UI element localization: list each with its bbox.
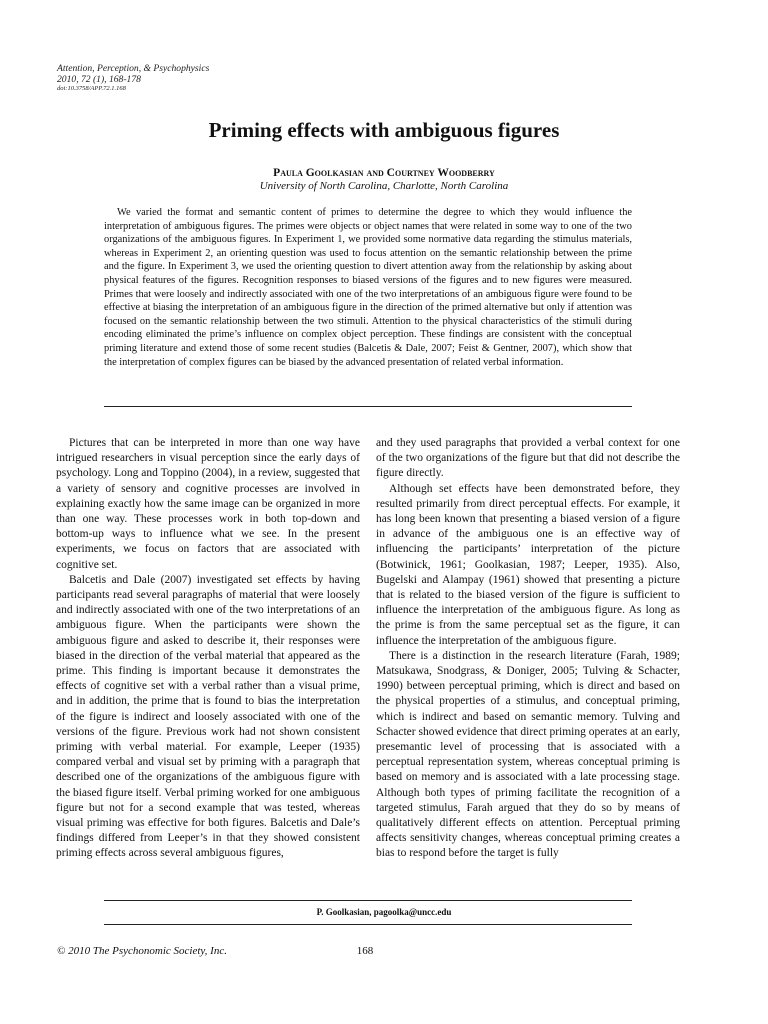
copyright: © 2010 The Psychonomic Society, Inc. (57, 945, 227, 957)
paragraph: Pictures that can be interpreted in more than one way have intrigued researchers in visual perception since the early days of psychology. Long and Toppino (2004), in a review, suggested that a variety of sensory and cognitive processes are involved in explaining exactly how the same image can be organized in more than one way. These processes work in both top-down and bottom-up ways to influence what we see. In the present experiments, we focus on factors that are associated with cognitive set. (56, 437, 360, 571)
journal-citation: 2010, 72 (1), 168-178 (57, 74, 141, 85)
journal-header (57, 63, 209, 93)
footnote-divider-top (104, 900, 632, 901)
journal-name: Attention, Perception, & Psychophysics (57, 63, 210, 74)
footnote-divider-bottom (104, 924, 632, 925)
abstract-divider (104, 406, 632, 407)
paragraph: Balcetis and Dale (2007) investigated set effects by having participants read several paragraphs of material that were loosely and indirectly associated with one of the two interpretations of an ambiguous figure. When the participants were shown the ambiguous figure and asked to describe it, their responses were biased in the direction of the verbal material that appeared as the prime. This finding is important because it demonstrates the effects of cognitive set with a verbal rather than a visual prime, and in addition, the prime that is found to bias the interpretation of the figure is indirect and loosely associated with one of the versions of the figure. Previous work had not shown consistent priming with verbal material. For example, Leeper (1935) compared verbal and visual set by priming with a paragraph that described one of the organizations of the ambiguous figure with the biased figure itself. Verbal priming worked for one ambiguous figure but not for a second example that was tested, whereas visual priming was effective for both figures. Balcetis and Dale’s findings differed from Leeper’s in that they showed consistent priming effects across several ambiguous figures, (56, 573, 360, 860)
body-column-right (376, 436, 680, 862)
affiliation: University of North Carolina, Charlotte, North Carolina (259, 180, 509, 192)
paragraph: and they used paragraphs that provided a verbal context for one of the two organizations of the figure but that did not describe the figure directly. (376, 437, 680, 480)
body-column-left (56, 436, 360, 862)
abstract: We varied the format and semantic content of primes to determine the degree to which they would influence the interpretation of ambiguous figures. The primes were objects or object names that were related in some way to one of the two organizations of the ambiguous figures. In Experiment 1, we provided some normative data regarding the stimulus materials, whereas in Experiment 2, an orienting question was used to focus attention on the semantic relationship between the prime and the figure. In Experiment 3, we used the orienting question to divert attention away from the relationship by asking about physical features of the figures. Recognition responses to biased versions of the figures and to new figures were measured. Primes that were loosely and indirectly associated with one of the two interpretations of an ambiguous figure were found to be effective at biasing the interpretation of an ambiguous figure in the direction of the primed alternative but only if attention was focused on the semantic relationship between the two stimuli. Attention to the physical characteristics of the stimuli during encoding eliminated the prime’s influence on complex object perception. These findings are consistent with the conceptual priming literature and extend those of some recent studies (Balcetis & Dale, 2007; Feist & Gentner, 2007), which show that the interpretation of complex figures can be biased by the advanced presentation of related verbal information. (104, 207, 632, 368)
paragraph: There is a distinction in the research literature (Farah, 1989; Matsukawa, Snodgrass, & Doniger, 2005; Tulving & Schacter, 1990) between perceptual priming, which is direct and based on the physical properties of a stimulus, and conceptual priming, which is indirect and based on semantic memory. Tulving and Schacter showed evidence that direct priming operates at an early, presemantic level of processing that is associated with a perceptual representation system, whereas conceptual priming is based on memory and is associated with a late processing stage. Although both types of priming facilitate the recognition of a targeted stimulus, Farah argued that they do so by means of qualitatively different effects on attention. Perceptual priming affects sensitivity changes, whereas conceptual priming creates a bias to respond before the target is fully (376, 649, 680, 860)
authors: Paula Goolkasian and Courtney Woodberry (273, 167, 495, 179)
article-title: Priming effects with ambiguous figures (208, 118, 560, 142)
paragraph: Although set effects have been demonstrated before, they resulted primarily from direct perceptual effects. For example, it has long been known that presenting a biased version of a figure in advance of the ambiguous one is an effective way of influencing the participants’ interpretation of the picture (Botwinick, 1961; Goolkasian, 1987; Leeper, 1935). Also, Bugelski and Alampay (1961) showed that presenting a picture that is related to the biased version of the figure is sufficient to influence the interpretation of the ambiguous figure. As long as the prime is from the same perceptual set as the figure, it can influence the interpretation of the ambiguous figure. (376, 482, 680, 647)
correspondence: P. Goolkasian, pagoolka@uncc.edu (316, 907, 452, 917)
page-number: 168 (356, 945, 374, 957)
doi: doi:10.3758/APP.72.1.168 (57, 85, 126, 92)
